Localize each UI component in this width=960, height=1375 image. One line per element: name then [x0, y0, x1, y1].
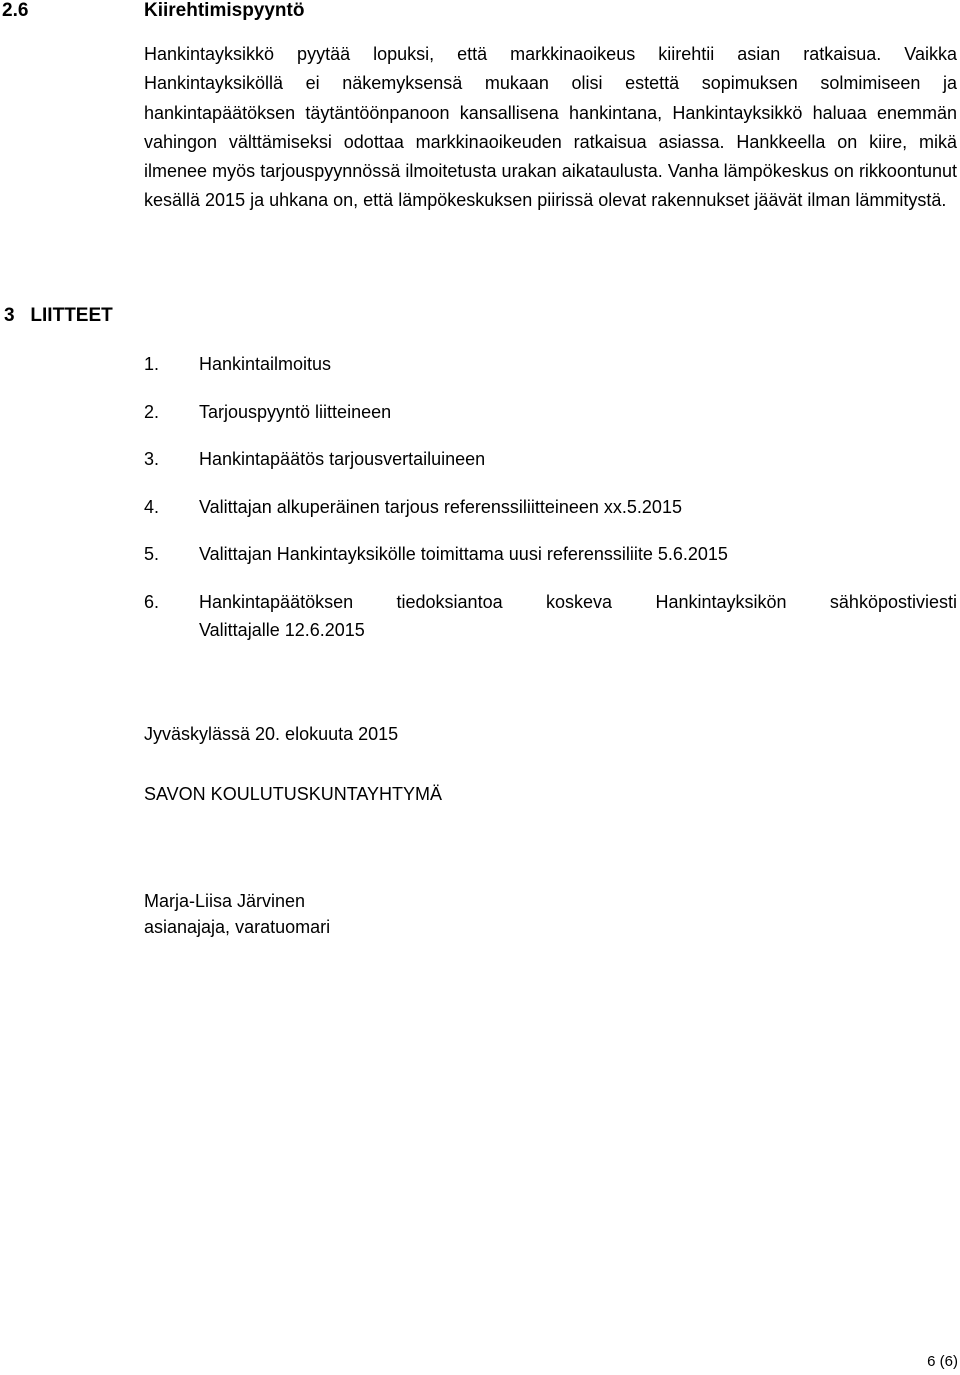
list-item-text: Hankintapäätöksen tiedoksiantoa koskeva Hankintayksikön sähköpostiviesti: [199, 591, 957, 612]
list-item: [144, 540, 957, 568]
signer-title: asianajaja, varatuomari: [144, 917, 331, 937]
organization-name: SAVON KOULUTUSKUNTAYHTYMÄ: [144, 784, 443, 804]
list-item-text: Hankintailmoitus: [199, 354, 332, 374]
list-item-text: Tarjouspyyntö liitteineen: [199, 401, 392, 422]
section-title: Kiirehtimispyyntö: [144, 0, 305, 21]
list-item-text-continuation: Valittajalle 12.6.2015: [199, 619, 365, 640]
list-item: [144, 398, 957, 426]
list-item: [144, 445, 957, 473]
list-item-text: Valittajan Hankintayksikölle toimittama uusi referenssiliite 5.6.2015: [199, 544, 728, 564]
section-paragraph: Hankintayksikkö pyytää lopuksi, että markkinaoikeus kiirehtii asian ratkaisua. Vaikka Hankintayksiköllä ei näkemyksensä mukaan olisi estettä sopimuksen solmimiseen ja hankintapäätöksen täytäntöönpanoon kansallisena hankintana, Hankintayksikkö haluaa enemmän vahingon välttämiseksi odottaa markkinaoikeuden ratkaisua asiassa. Hankkeella on kiire, mikä ilmenee myös tarjouspyynnössä ilmoitetusta urakan aikataulusta. Vanha lämpökeskus on rikkoontunut kesällä 2015 ja uhkana on, että lämpökeskuksen piirissä olevat rakennukset jäävät ilman lämmitystä.: [144, 44, 957, 211]
chapter-title: LIITTEET: [30, 305, 113, 326]
list-item-number: 6.: [144, 591, 160, 612]
list-item-text: Valittajan alkuperäinen tarjous referenssiliitteineen xx.5.2015: [199, 496, 682, 517]
list-item: [144, 588, 957, 644]
signer-name: Marja-Liisa Järvinen: [144, 891, 306, 911]
list-item-text: Hankintapäätös tarjousvertailuineen: [199, 449, 486, 469]
chapter-number: 3: [4, 305, 15, 326]
list-item-number: 1.: [144, 354, 160, 374]
list-item: [144, 493, 957, 521]
chapter-heading: [4, 304, 113, 328]
page-number: 6 (6): [927, 1353, 958, 1370]
list-item: [144, 350, 957, 378]
section-number: 2.6: [2, 0, 29, 21]
list-item-number: 5.: [144, 544, 160, 564]
place-date: Jyväskylässä 20. elokuuta 2015: [144, 724, 399, 744]
list-item-number: 4.: [144, 496, 160, 517]
list-item-number: 3.: [144, 449, 160, 469]
list-item-number: 2.: [144, 401, 160, 422]
attachment-list: [144, 350, 957, 663]
